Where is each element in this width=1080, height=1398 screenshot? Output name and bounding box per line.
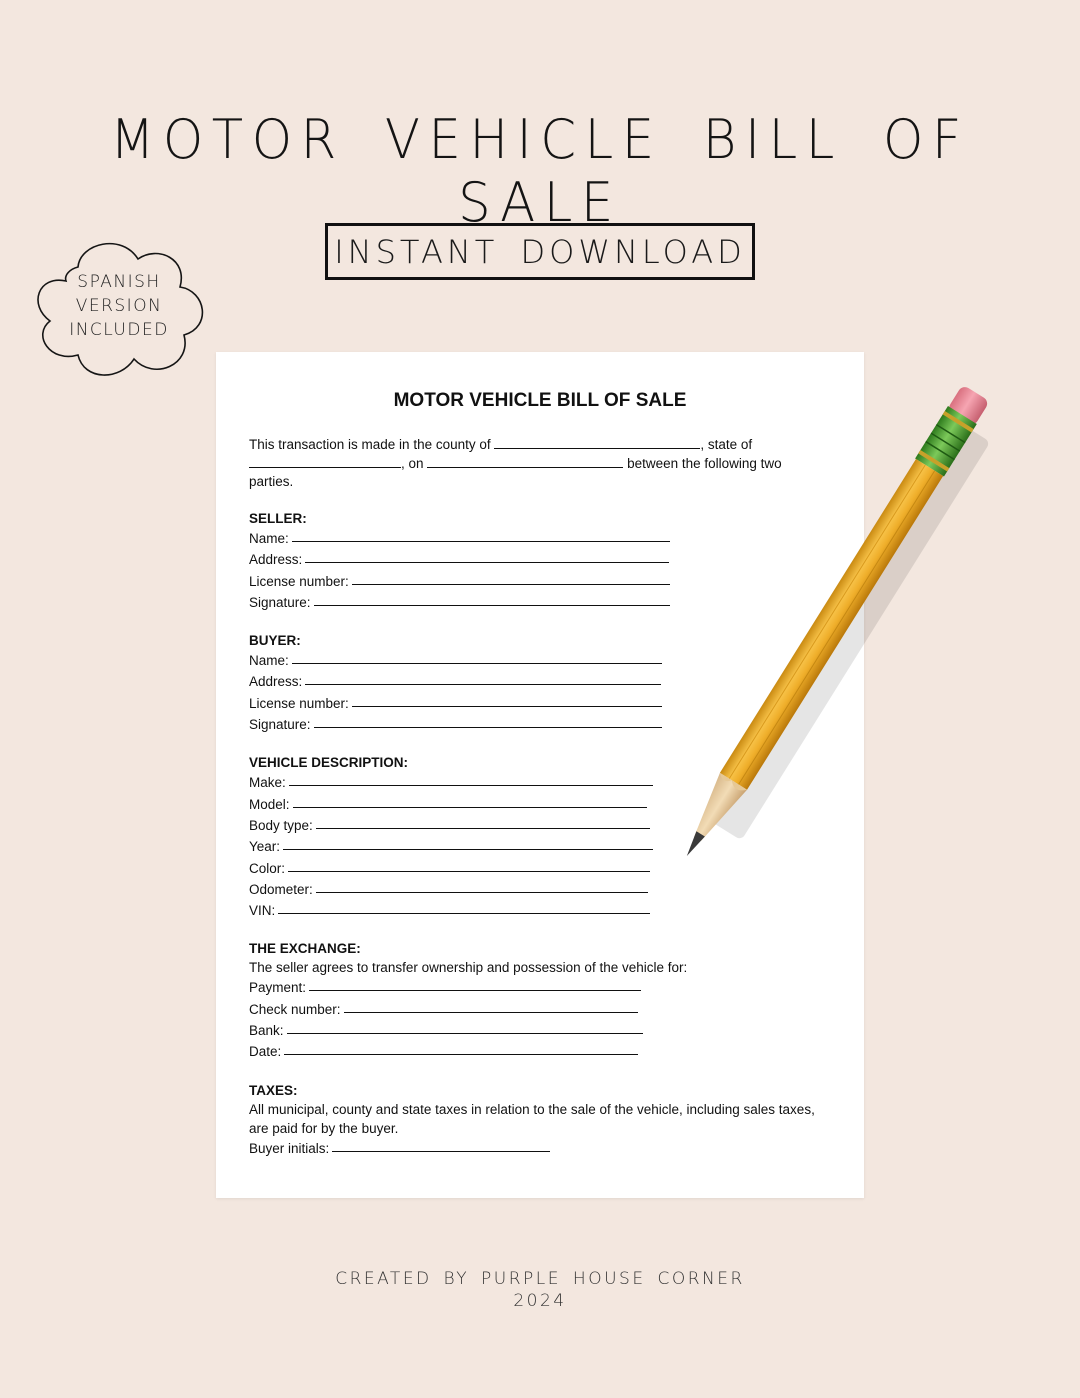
- field-blank: [316, 815, 650, 829]
- field-blank: [344, 999, 638, 1013]
- buyer-heading: BUYER:: [249, 633, 301, 649]
- field-blank: [309, 977, 641, 991]
- exchange-payment-field: [249, 977, 839, 998]
- buyer-initials-field: [249, 1138, 839, 1159]
- field-label: License number:: [249, 573, 349, 589]
- field-label: Name:: [249, 653, 289, 669]
- field-label: Signature:: [249, 717, 311, 733]
- field-label: Name:: [249, 531, 289, 546]
- field-label: License number:: [249, 695, 349, 711]
- taxes-text-2: are paid for by the buyer.: [249, 1120, 399, 1136]
- field-label: Body type:: [249, 817, 313, 833]
- field-blank: [305, 549, 669, 563]
- field-label: Date:: [249, 1044, 282, 1060]
- footer-year: 2024: [513, 1291, 567, 1311]
- intro-text: , state of: [700, 437, 753, 452]
- instant-download-button[interactable]: INSTANT DOWNLOAD: [325, 223, 755, 280]
- field-label: VIN:: [249, 903, 276, 919]
- field-blank: [287, 1020, 643, 1034]
- field-label: Color:: [249, 860, 286, 876]
- field-blank: [314, 714, 662, 728]
- field-blank: [289, 772, 653, 786]
- field-blank: [292, 650, 662, 664]
- field-blank: [283, 836, 653, 850]
- taxes-heading: TAXES:: [249, 1082, 298, 1098]
- field-label: Signature:: [249, 594, 311, 610]
- exchange-check-number-field: [249, 999, 839, 1020]
- exchange-date-field: [249, 1041, 839, 1062]
- field-blank: [292, 528, 670, 542]
- intro-text: , on: [401, 456, 424, 471]
- field-blank: [305, 671, 661, 685]
- field-label: Model:: [249, 796, 290, 812]
- field-blank: [352, 693, 662, 707]
- badge-line-3: INCLUDED: [69, 320, 169, 340]
- page-title: MOTOR VEHICLE BILL OF SALE: [110, 108, 970, 234]
- field-blank: [278, 900, 650, 914]
- field-blank: [293, 794, 647, 808]
- exchange-heading: THE EXCHANGE:: [249, 941, 361, 957]
- spanish-version-badge: [30, 235, 208, 380]
- exchange-text: The seller agrees to transfer ownership and possession of the vehicle for:: [249, 960, 688, 976]
- field-label: Year:: [249, 839, 281, 855]
- field-label: Address:: [249, 552, 303, 568]
- intro-text: between the following two: [627, 456, 782, 471]
- state-blank: [249, 453, 401, 468]
- vehicle-heading: VEHICLE DESCRIPTION:: [249, 755, 409, 771]
- footer-creator: CREATED BY PURPLE HOUSE CORNER: [335, 1269, 745, 1289]
- intro-text: This transaction is made in the county of: [249, 437, 491, 452]
- field-label: Check number:: [249, 1001, 341, 1017]
- field-label: Make:: [249, 775, 286, 791]
- field-blank: [352, 571, 670, 585]
- pencil-icon: [660, 365, 1020, 895]
- date-blank: [427, 453, 623, 468]
- field-label: Payment:: [249, 980, 307, 996]
- intro-line-3: parties.: [249, 474, 294, 489]
- field-blank: [288, 858, 650, 872]
- exchange-bank-field: [249, 1020, 839, 1041]
- field-blank: [332, 1138, 550, 1152]
- field-blank: [314, 592, 670, 606]
- taxes-text-1: All municipal, county and state taxes in relation to the sale of the vehicle, including sales taxes,: [249, 1101, 815, 1117]
- field-label: Bank:: [249, 1023, 284, 1039]
- field-label: Address:: [249, 674, 303, 690]
- field-blank: [284, 1041, 638, 1055]
- badge-line-2: VERSION: [75, 296, 163, 316]
- field-label: Odometer:: [249, 881, 313, 897]
- field-blank: [316, 879, 648, 893]
- badge-line-1: SPANISH: [77, 272, 161, 292]
- vehicle-vin-field: [249, 900, 839, 921]
- field-label: Buyer initials:: [249, 1140, 330, 1156]
- document-title: MOTOR VEHICLE BILL OF SALE: [393, 390, 687, 411]
- footer-credit: [0, 1268, 1080, 1312]
- seller-heading: SELLER:: [249, 511, 307, 526]
